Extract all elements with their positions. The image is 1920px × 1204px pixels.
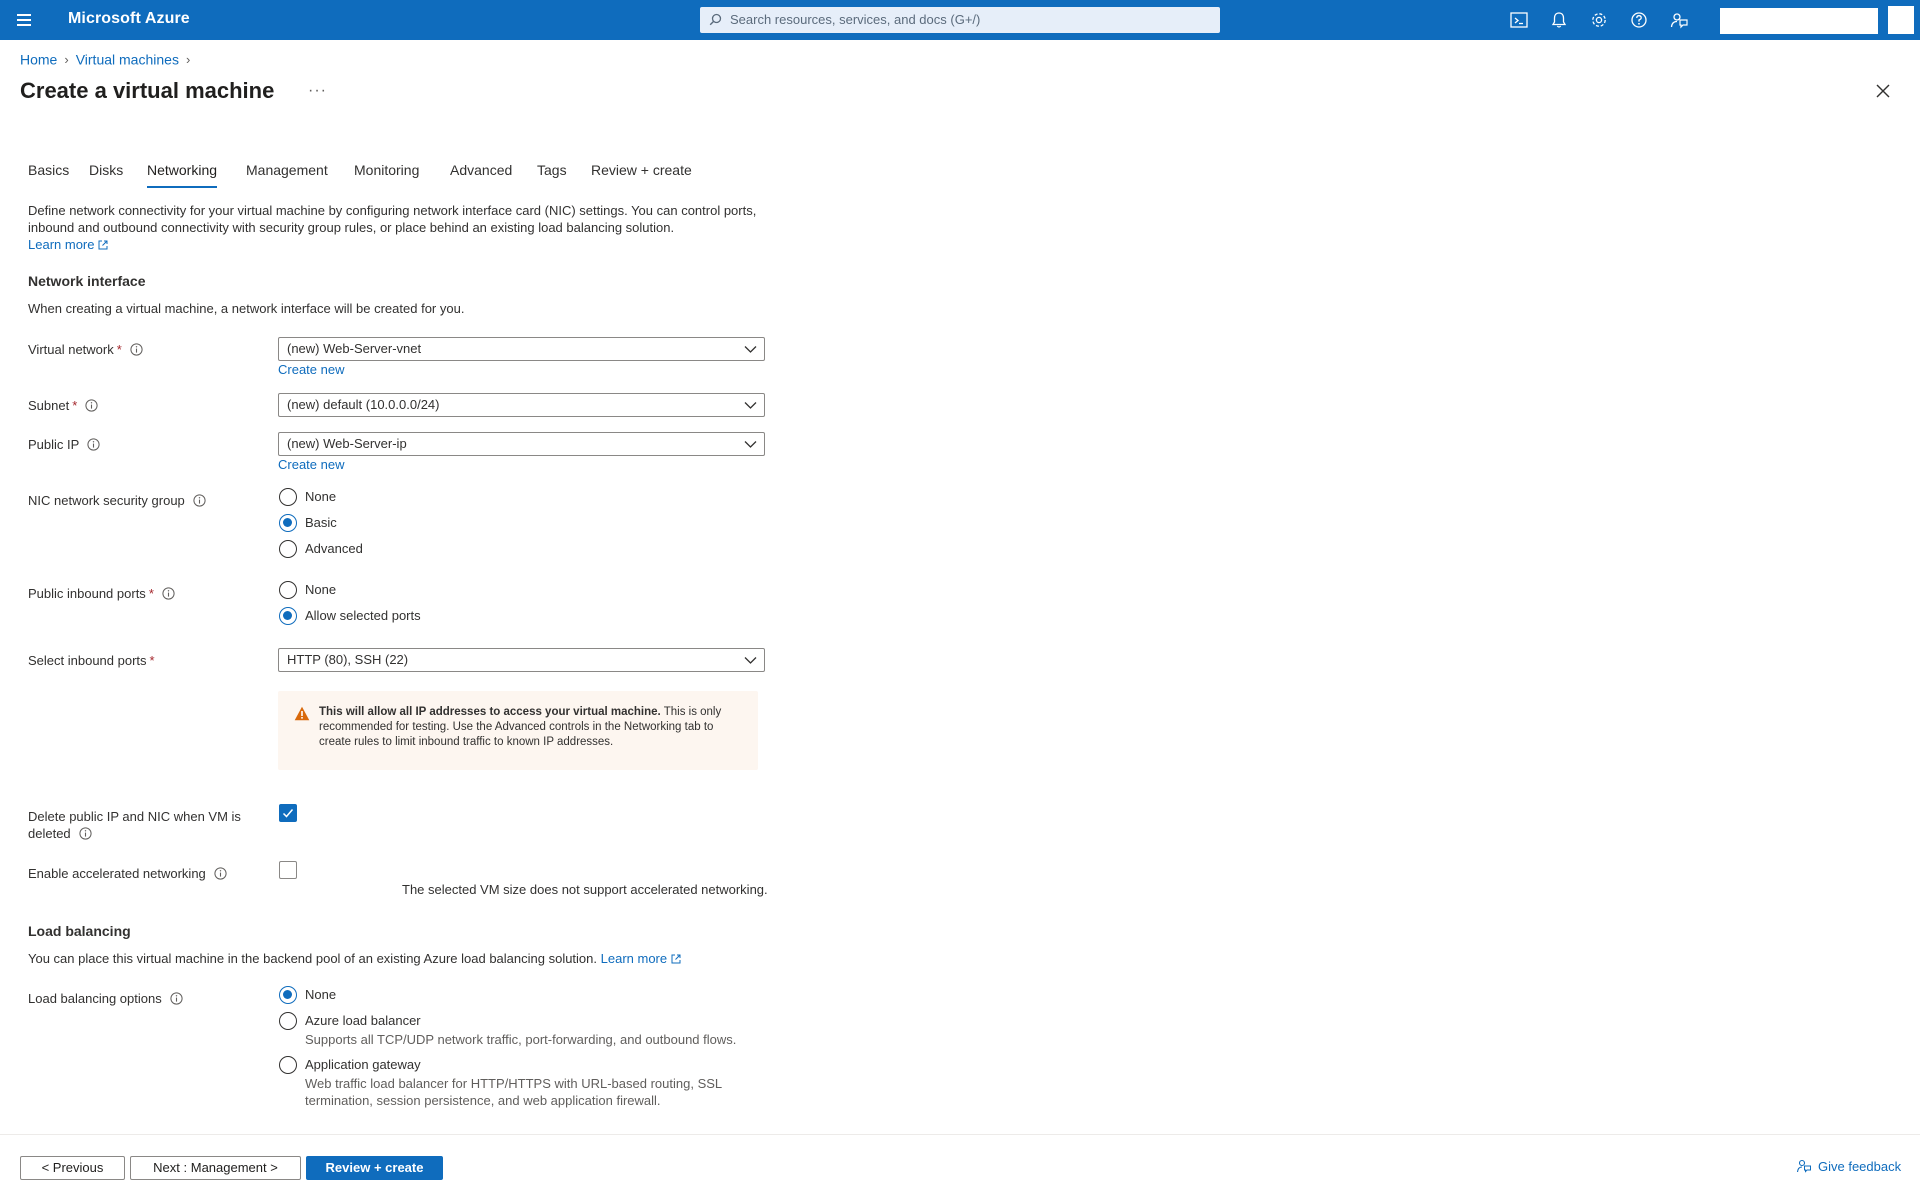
tab-basics[interactable]: Basics	[28, 162, 70, 178]
radio-button[interactable]	[279, 581, 297, 599]
application-gateway-description: Web traffic load balancer for HTTP/HTTPS with URL-based routing, SSL termination, session persistence, and web application firewall.	[305, 1076, 722, 1108]
notifications-icon[interactable]	[1548, 9, 1570, 31]
brand-title[interactable]: Microsoft Azure	[68, 10, 190, 27]
public-ip-value: (new) Web-Server-ip	[287, 436, 407, 451]
select-inbound-ports-value: HTTP (80), SSH (22)	[287, 652, 409, 667]
help-icon[interactable]	[1628, 9, 1650, 31]
load-balancing-options-label	[28, 991, 183, 1006]
chevron-down-icon	[744, 655, 757, 665]
info-icon[interactable]	[85, 399, 98, 412]
give-feedback-label: Give feedback	[1818, 1159, 1902, 1174]
radio-button-selected[interactable]	[279, 986, 297, 1004]
radio-button[interactable]	[279, 540, 297, 558]
review-create-button[interactable]: Review + create	[306, 1156, 443, 1180]
radio-button[interactable]	[279, 1012, 297, 1030]
top-bar	[0, 0, 1920, 40]
load-balancing-options-label-text: Load balancing options	[28, 991, 162, 1006]
section-heading-network-interface: Network interface	[28, 273, 146, 289]
search-icon	[709, 13, 722, 26]
delete-ip-checkbox[interactable]	[279, 804, 297, 822]
account-name[interactable]	[1720, 8, 1878, 34]
external-link-icon	[98, 240, 108, 250]
radio-button[interactable]	[279, 488, 297, 506]
info-icon[interactable]	[170, 992, 183, 1005]
menu-icon[interactable]	[10, 8, 38, 32]
intro-text: Define network connectivity for your virtual machine by configuring network interface card (NIC) settings. You can control ports, inbound and outbound connectivity with security group rules, or place behind an existing load balancing solution.	[28, 203, 757, 235]
radio-label: Azure load balancer	[305, 1013, 421, 1028]
warning-bold-text: This will allow all IP addresses to access your virtual machine.	[319, 706, 661, 718]
subnet-label-text: Subnet	[28, 398, 70, 413]
public-inbound-ports-label-text: Public inbound ports	[28, 586, 146, 601]
networking-description	[28, 202, 768, 253]
avatar[interactable]	[1888, 6, 1914, 34]
azure-load-balancer-description: Supports all TCP/UDP network traffic, port-forwarding, and outbound flows.	[305, 1032, 737, 1047]
info-icon[interactable]	[130, 343, 143, 356]
public-inbound-ports-label: Public inbound ports *	[28, 586, 175, 601]
search-input[interactable]	[700, 7, 1220, 33]
load-balancing-learn-more-link[interactable]: Learn more	[600, 951, 668, 966]
nsg-label-text: NIC network security group	[28, 493, 185, 508]
page-title: Create a virtual machine	[20, 78, 275, 103]
info-icon[interactable]	[79, 827, 92, 840]
info-icon[interactable]	[162, 587, 175, 600]
virtual-network-create-new-link[interactable]: Create new	[278, 362, 345, 377]
subnet-label: Subnet *	[28, 398, 98, 413]
select-inbound-ports-dropdown[interactable]	[278, 648, 765, 672]
radio-label: Advanced	[305, 541, 363, 556]
warning-icon	[294, 706, 310, 721]
subnet-value: (new) default (10.0.0.0/24)	[287, 397, 440, 412]
delete-ip-label-text: Delete public IP and NIC when VM is deleted	[28, 809, 241, 841]
external-link-icon	[671, 954, 681, 964]
radio-button-selected[interactable]	[279, 514, 297, 532]
footer-bar	[0, 1134, 1920, 1204]
subnet-dropdown[interactable]	[278, 393, 765, 417]
select-inbound-ports-label-text: Select inbound ports	[28, 653, 147, 668]
warning-text: This is only recommended for testing. Use the Advanced controls in the Networking tab to create rules to limit inbound traffic to known IP addresses.	[319, 706, 722, 748]
chevron-down-icon	[744, 344, 757, 354]
info-icon[interactable]	[193, 494, 206, 507]
radio-button[interactable]	[279, 1056, 297, 1074]
virtual-network-dropdown[interactable]	[278, 337, 765, 361]
load-balancing-description	[28, 951, 681, 966]
radio-button-selected[interactable]	[279, 607, 297, 625]
search-placeholder: Search resources, services, and docs (G+/)	[730, 12, 981, 27]
select-inbound-ports-label: Select inbound ports *	[28, 653, 155, 668]
cloud-shell-icon[interactable]	[1508, 9, 1530, 31]
accelerated-networking-label	[28, 866, 227, 881]
tab-review-create[interactable]: Review + create	[591, 162, 692, 178]
give-feedback-link[interactable]	[1796, 1158, 1901, 1174]
tab-advanced[interactable]: Advanced	[450, 162, 513, 178]
network-interface-description: When creating a virtual machine, a network interface will be created for you.	[28, 301, 465, 316]
load-balancing-description-text: You can place this virtual machine in the backend pool of an existing Azure load balancing solution.	[28, 951, 598, 966]
settings-icon[interactable]	[1588, 9, 1610, 31]
chevron-right-icon: ›	[185, 51, 191, 67]
feedback-icon[interactable]	[1668, 9, 1690, 31]
section-heading-load-balancing: Load balancing	[28, 923, 131, 939]
tab-tags[interactable]: Tags	[537, 162, 567, 178]
radio-label: None	[305, 489, 337, 504]
warning-message	[278, 691, 758, 770]
tab-monitoring[interactable]: Monitoring	[354, 162, 420, 178]
previous-button[interactable]: < Previous	[20, 1156, 125, 1180]
breadcrumb-virtual-machines[interactable]: Virtual machines	[75, 51, 179, 68]
more-options-icon[interactable]: ···	[308, 82, 327, 99]
virtual-network-label: Virtual network *	[28, 342, 143, 357]
accelerated-networking-label-text: Enable accelerated networking	[28, 866, 206, 881]
checkmark-icon	[280, 805, 296, 821]
chevron-right-icon: ›	[64, 51, 69, 67]
chevron-down-icon	[744, 400, 757, 410]
virtual-network-value: (new) Web-Server-vnet	[287, 341, 422, 356]
accelerated-networking-note: The selected VM size does not support accelerated networking.	[402, 882, 768, 897]
tab-networking[interactable]: Networking	[147, 162, 218, 178]
radio-label: Allow selected ports	[305, 608, 421, 623]
radio-label: None	[305, 582, 337, 597]
public-ip-dropdown[interactable]	[278, 432, 765, 456]
public-ip-create-new-link[interactable]: Create new	[278, 457, 345, 472]
close-icon[interactable]	[1874, 82, 1892, 100]
public-ip-label	[28, 437, 100, 452]
learn-more-link[interactable]: Learn more	[28, 237, 95, 252]
breadcrumb-home[interactable]: Home	[20, 51, 58, 68]
delete-ip-label	[28, 808, 258, 842]
tab-management[interactable]: Management	[246, 162, 328, 178]
radio-label: None	[305, 987, 337, 1002]
nsg-label	[28, 493, 206, 508]
public-ip-label-text: Public IP	[28, 437, 80, 452]
tab-disks[interactable]: Disks	[89, 162, 124, 178]
radio-label: Basic	[305, 515, 337, 530]
feedback-icon	[1796, 1158, 1812, 1174]
accelerated-networking-checkbox[interactable]	[279, 861, 297, 879]
chevron-down-icon	[744, 439, 757, 449]
info-icon[interactable]	[87, 438, 100, 451]
radio-label: Application gateway	[305, 1057, 421, 1072]
info-icon[interactable]	[214, 867, 227, 880]
next-management-button[interactable]: Next : Management >	[130, 1156, 301, 1180]
virtual-network-label-text: Virtual network	[28, 342, 114, 357]
breadcrumb	[20, 50, 197, 67]
